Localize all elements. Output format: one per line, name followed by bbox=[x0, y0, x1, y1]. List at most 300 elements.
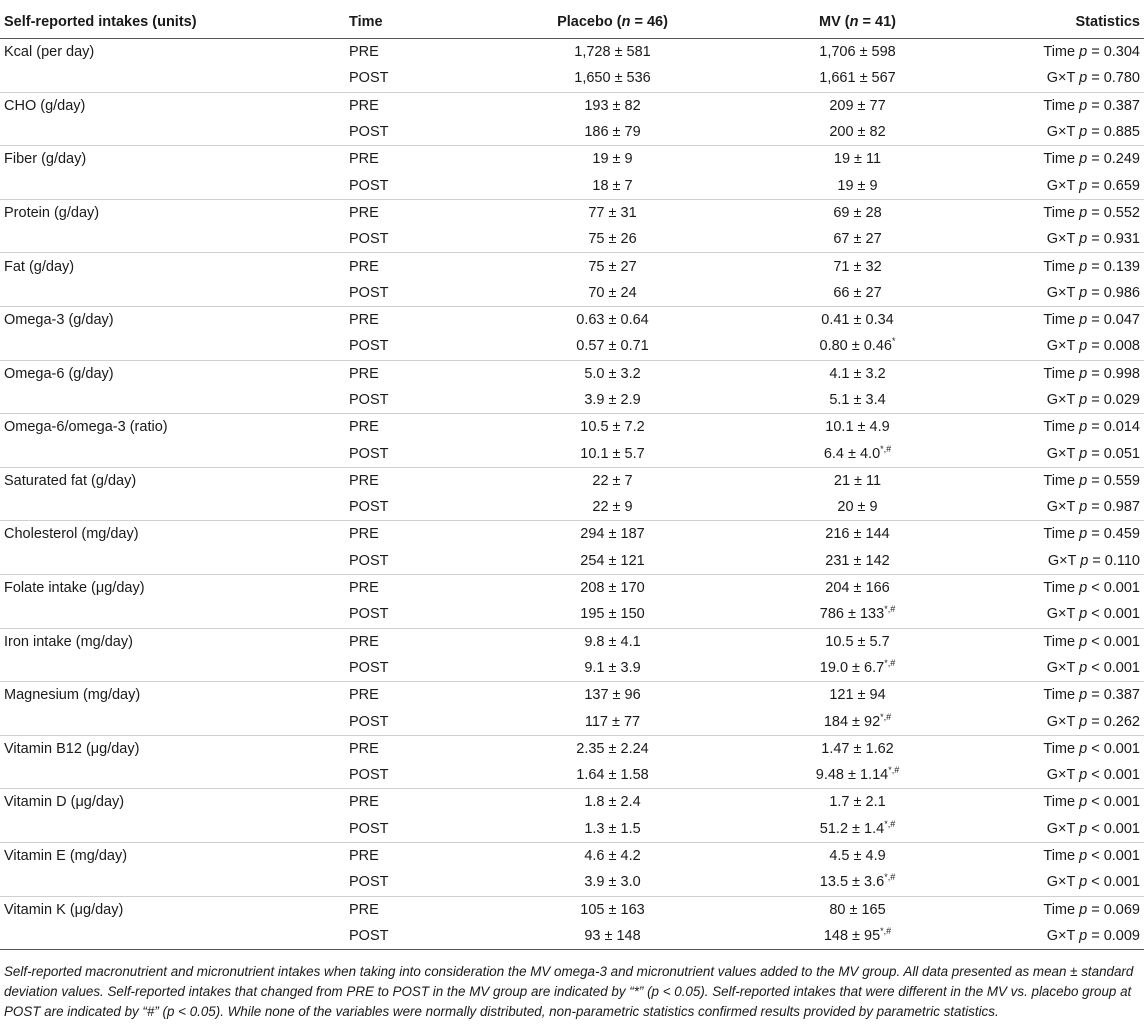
time-cell: POST bbox=[349, 820, 389, 837]
stat-p-symbol: p bbox=[1079, 204, 1088, 221]
variable-cell bbox=[0, 816, 345, 843]
table-row bbox=[0, 280, 1144, 307]
mv-significance-mark: *,# bbox=[884, 658, 896, 669]
statistics-cell bbox=[980, 387, 1144, 414]
stat-label: G×T bbox=[1046, 177, 1080, 194]
table-row bbox=[0, 387, 1144, 414]
stat-value: < 0.001 bbox=[1087, 794, 1140, 811]
variable-cell bbox=[0, 601, 345, 628]
time-cell: POST bbox=[349, 70, 389, 87]
mv-cell bbox=[735, 708, 980, 735]
placebo-cell: 1.3 ± 1.5 bbox=[584, 820, 641, 837]
time-cell: PRE bbox=[345, 253, 490, 280]
mv-value: 204 ± 166 bbox=[825, 580, 890, 597]
table-row bbox=[0, 146, 1144, 173]
table-row bbox=[0, 440, 1144, 467]
table-body bbox=[0, 39, 1144, 950]
mv-cell bbox=[735, 896, 980, 923]
time-cell: PRE bbox=[345, 306, 490, 333]
statistics-cell bbox=[980, 39, 1144, 66]
placebo-cell: 75 ± 27 bbox=[490, 253, 735, 280]
table-row bbox=[0, 655, 1144, 682]
mv-value: 148 ± 95 bbox=[823, 927, 881, 944]
stat-value: = 0.559 bbox=[1087, 472, 1140, 489]
stat-p-symbol: p bbox=[1079, 927, 1088, 944]
stat-label: G×T bbox=[1047, 552, 1081, 569]
statistics-cell bbox=[980, 601, 1144, 628]
header-statistics: Statistics bbox=[980, 6, 1144, 39]
placebo-cell: 1,650 ± 536 bbox=[574, 70, 651, 87]
stat-label: Time bbox=[1043, 580, 1080, 597]
mv-value: 216 ± 144 bbox=[825, 526, 890, 543]
placebo-cell: 10.1 ± 5.7 bbox=[580, 445, 645, 462]
stat-label: G×T bbox=[1046, 392, 1080, 408]
time-cell: PRE bbox=[345, 735, 490, 762]
stat-value: < 0.001 bbox=[1087, 580, 1140, 597]
mv-value: 1,706 ± 598 bbox=[819, 44, 896, 61]
mv-significance-mark: *,# bbox=[884, 872, 896, 883]
placebo-cell: 137 ± 96 bbox=[490, 682, 735, 709]
mv-cell bbox=[735, 869, 980, 896]
variable-cell: Vitamin K (μg/day) bbox=[0, 896, 345, 923]
stat-value: < 0.001 bbox=[1087, 633, 1140, 650]
variable-cell bbox=[0, 869, 345, 896]
time-cell: PRE bbox=[345, 92, 490, 119]
mv-value: 66 ± 27 bbox=[833, 284, 882, 301]
mv-cell bbox=[735, 92, 980, 119]
time-cell: POST bbox=[349, 177, 389, 194]
stat-label: G×T bbox=[1046, 874, 1080, 891]
stat-label: Time bbox=[1043, 258, 1080, 275]
mv-significance-mark: *,# bbox=[884, 818, 896, 829]
stat-label: G×T bbox=[1046, 767, 1080, 784]
stat-p-symbol: p bbox=[1079, 231, 1088, 248]
mv-value: 1.7 ± 2.1 bbox=[829, 794, 886, 811]
time-cell: POST bbox=[349, 499, 389, 516]
mv-cell bbox=[735, 199, 980, 226]
stat-value: < 0.001 bbox=[1087, 740, 1140, 757]
stat-p-symbol: p bbox=[1079, 659, 1088, 676]
mv-value: 231 ± 142 bbox=[825, 552, 890, 569]
mv-cell bbox=[735, 548, 980, 575]
table-row bbox=[0, 682, 1144, 709]
placebo-cell: 0.63 ± 0.64 bbox=[490, 306, 735, 333]
stat-value: = 0.069 bbox=[1087, 901, 1140, 918]
statistics-cell bbox=[980, 682, 1144, 709]
table-row bbox=[0, 333, 1144, 360]
statistics-cell bbox=[980, 172, 1144, 199]
variable-cell bbox=[0, 226, 345, 253]
stat-p-symbol: p bbox=[1079, 419, 1088, 436]
stat-label: Time bbox=[1043, 633, 1080, 650]
stat-value: = 0.986 bbox=[1087, 284, 1140, 301]
table-row bbox=[0, 923, 1144, 950]
table-row bbox=[0, 119, 1144, 146]
table-row bbox=[0, 735, 1144, 762]
statistics-cell bbox=[980, 762, 1144, 789]
statistics-cell bbox=[980, 467, 1144, 494]
time-cell: PRE bbox=[345, 467, 490, 494]
mv-value: 69 ± 28 bbox=[833, 204, 882, 221]
mv-cell bbox=[735, 440, 980, 467]
time-cell: POST bbox=[349, 659, 389, 676]
stat-label: G×T bbox=[1046, 713, 1080, 730]
stat-p-symbol: p bbox=[1079, 151, 1088, 168]
stat-label: Time bbox=[1043, 740, 1080, 757]
placebo-cell: 70 ± 24 bbox=[588, 284, 637, 301]
time-cell: POST bbox=[349, 767, 389, 784]
mv-value: 4.1 ± 3.2 bbox=[829, 365, 886, 382]
mv-value: 1,661 ± 567 bbox=[819, 70, 896, 87]
stat-p-symbol: p bbox=[1079, 392, 1088, 408]
variable-cell bbox=[0, 280, 345, 307]
stat-value: = 0.304 bbox=[1087, 44, 1140, 61]
mv-value: 21 ± 11 bbox=[833, 472, 882, 489]
time-cell: POST bbox=[349, 124, 389, 141]
stat-p-symbol: p bbox=[1079, 499, 1088, 516]
statistics-cell bbox=[980, 708, 1144, 735]
variable-cell: Fiber (g/day) bbox=[0, 146, 345, 173]
statistics-cell bbox=[980, 199, 1144, 226]
mv-cell bbox=[735, 172, 980, 199]
mv-value: 51.2 ± 1.4 bbox=[819, 820, 885, 837]
stat-value: = 0.552 bbox=[1087, 204, 1140, 221]
placebo-cell: 1.8 ± 2.4 bbox=[490, 789, 735, 816]
table-row bbox=[0, 842, 1144, 869]
mv-value: 1.47 ± 1.62 bbox=[821, 740, 894, 757]
header-variable: Self-reported intakes (units) bbox=[0, 6, 345, 39]
stat-value: = 0.998 bbox=[1087, 365, 1140, 382]
header-mv bbox=[735, 6, 980, 39]
stat-value: = 0.014 bbox=[1087, 419, 1140, 436]
mv-cell bbox=[735, 574, 980, 601]
stat-value: = 0.008 bbox=[1087, 338, 1140, 355]
stat-label: G×T bbox=[1046, 606, 1080, 623]
time-cell: POST bbox=[349, 284, 389, 301]
table-row bbox=[0, 708, 1144, 735]
mv-cell bbox=[735, 146, 980, 173]
mv-value: 80 ± 165 bbox=[829, 901, 886, 918]
mv-value: 19 ± 9 bbox=[837, 177, 878, 194]
stat-value: = 0.029 bbox=[1087, 392, 1140, 408]
time-cell: PRE bbox=[345, 199, 490, 226]
stat-p-symbol: p bbox=[1079, 284, 1088, 301]
mv-cell bbox=[735, 467, 980, 494]
stat-value: = 0.047 bbox=[1087, 312, 1140, 329]
stat-label: Time bbox=[1043, 97, 1080, 114]
time-cell: POST bbox=[349, 713, 389, 730]
stat-label: Time bbox=[1043, 526, 1080, 543]
stat-label: G×T bbox=[1046, 659, 1080, 676]
stat-label: G×T bbox=[1046, 70, 1080, 87]
mv-cell bbox=[735, 360, 980, 387]
time-cell: POST bbox=[349, 392, 389, 408]
statistics-cell bbox=[980, 628, 1144, 655]
statistics-cell bbox=[980, 896, 1144, 923]
variable-cell bbox=[0, 333, 345, 360]
table-row bbox=[0, 199, 1144, 226]
mv-value: 9.48 ± 1.14 bbox=[815, 767, 889, 784]
header-placebo bbox=[490, 6, 735, 39]
table-row bbox=[0, 306, 1144, 333]
mv-cell bbox=[735, 601, 980, 628]
mv-significance-mark: *,# bbox=[880, 711, 892, 722]
mv-value: 19.0 ± 6.7 bbox=[819, 659, 885, 676]
time-cell: PRE bbox=[345, 896, 490, 923]
placebo-cell: 105 ± 163 bbox=[490, 896, 735, 923]
variable-cell bbox=[0, 708, 345, 735]
variable-cell: Omega-6/omega-3 (ratio) bbox=[0, 414, 345, 441]
stat-p-symbol: p bbox=[1079, 848, 1088, 865]
header-mv-n: n bbox=[849, 14, 859, 30]
table-row bbox=[0, 628, 1144, 655]
mv-cell bbox=[735, 65, 980, 92]
mv-value: 184 ± 92 bbox=[823, 713, 881, 730]
stat-label: G×T bbox=[1046, 927, 1080, 944]
stat-label: G×T bbox=[1046, 284, 1080, 301]
mv-cell bbox=[735, 119, 980, 146]
variable-cell bbox=[0, 440, 345, 467]
variable-cell bbox=[0, 923, 345, 950]
mv-cell bbox=[735, 333, 980, 360]
placebo-cell: 117 ± 77 bbox=[584, 713, 641, 730]
stat-value: = 0.387 bbox=[1087, 97, 1140, 114]
time-cell: PRE bbox=[345, 628, 490, 655]
stat-value: = 0.262 bbox=[1087, 713, 1140, 730]
statistics-cell bbox=[980, 333, 1144, 360]
stat-value: = 0.659 bbox=[1087, 177, 1140, 194]
statistics-cell bbox=[980, 789, 1144, 816]
variable-cell: Omega-3 (g/day) bbox=[0, 306, 345, 333]
placebo-cell: 18 ± 7 bbox=[592, 177, 633, 194]
mv-significance-mark: *,# bbox=[884, 604, 896, 615]
placebo-cell: 193 ± 82 bbox=[490, 92, 735, 119]
stat-p-symbol: p bbox=[1079, 526, 1088, 543]
statistics-cell bbox=[980, 253, 1144, 280]
variable-cell: Saturated fat (g/day) bbox=[0, 467, 345, 494]
time-cell: POST bbox=[349, 874, 389, 891]
stat-label: G×T bbox=[1046, 338, 1080, 355]
variable-cell: Cholesterol (mg/day) bbox=[0, 521, 345, 548]
time-cell: POST bbox=[349, 338, 389, 355]
statistics-cell bbox=[980, 521, 1144, 548]
table-row bbox=[0, 414, 1144, 441]
table-row bbox=[0, 896, 1144, 923]
time-cell: POST bbox=[349, 552, 389, 569]
stat-label: G×T bbox=[1046, 820, 1080, 837]
mv-cell bbox=[735, 226, 980, 253]
table-row bbox=[0, 762, 1144, 789]
mv-cell bbox=[735, 655, 980, 682]
mv-value: 71 ± 32 bbox=[833, 258, 882, 275]
table-row bbox=[0, 601, 1144, 628]
table-row bbox=[0, 869, 1144, 896]
mv-value: 786 ± 133 bbox=[819, 606, 885, 623]
placebo-cell: 3.9 ± 3.0 bbox=[584, 874, 641, 891]
mv-cell bbox=[735, 387, 980, 414]
mv-cell bbox=[735, 923, 980, 950]
placebo-cell: 9.8 ± 4.1 bbox=[490, 628, 735, 655]
stat-value: = 0.009 bbox=[1087, 927, 1140, 944]
mv-significance-mark: *,# bbox=[880, 926, 892, 937]
mv-significance-mark: * bbox=[891, 336, 896, 347]
variable-cell: Vitamin B12 (μg/day) bbox=[0, 735, 345, 762]
placebo-cell: 75 ± 26 bbox=[588, 231, 637, 248]
table-row bbox=[0, 574, 1144, 601]
stat-label: Time bbox=[1043, 312, 1080, 329]
table-row bbox=[0, 92, 1144, 119]
variable-cell bbox=[0, 548, 345, 575]
mv-cell bbox=[735, 521, 980, 548]
time-cell: POST bbox=[349, 231, 389, 248]
mv-cell bbox=[735, 253, 980, 280]
stat-label: Time bbox=[1043, 901, 1080, 918]
variable-cell bbox=[0, 387, 345, 414]
stat-p-symbol: p bbox=[1079, 258, 1088, 275]
mv-cell bbox=[735, 816, 980, 843]
mv-value: 0.41 ± 0.34 bbox=[821, 312, 894, 329]
mv-value: 0.80 ± 0.46 bbox=[819, 338, 892, 355]
placebo-cell: 10.5 ± 7.2 bbox=[490, 414, 735, 441]
stat-value: = 0.885 bbox=[1087, 124, 1140, 141]
mv-value: 67 ± 27 bbox=[833, 231, 882, 248]
statistics-cell bbox=[980, 306, 1144, 333]
mv-value: 200 ± 82 bbox=[829, 124, 886, 141]
mv-significance-mark: *,# bbox=[888, 765, 900, 776]
statistics-cell bbox=[980, 414, 1144, 441]
stat-value: < 0.001 bbox=[1087, 606, 1140, 623]
stat-value: = 0.987 bbox=[1087, 499, 1140, 516]
time-cell: PRE bbox=[345, 414, 490, 441]
stat-value: < 0.001 bbox=[1087, 767, 1140, 784]
variable-cell: Vitamin D (μg/day) bbox=[0, 789, 345, 816]
placebo-cell: 19 ± 9 bbox=[490, 146, 735, 173]
table-row bbox=[0, 39, 1144, 66]
table-row bbox=[0, 548, 1144, 575]
stat-label: G×T bbox=[1046, 499, 1080, 516]
stat-label: Time bbox=[1043, 848, 1080, 865]
variable-cell bbox=[0, 762, 345, 789]
stat-p-symbol: p bbox=[1079, 472, 1088, 489]
time-cell: PRE bbox=[345, 521, 490, 548]
table-row bbox=[0, 494, 1144, 521]
stat-p-symbol: p bbox=[1079, 794, 1088, 811]
variable-cell bbox=[0, 119, 345, 146]
header-mv-suffix: = 41) bbox=[858, 14, 896, 30]
placebo-cell: 294 ± 187 bbox=[490, 521, 735, 548]
stat-label: Time bbox=[1043, 44, 1080, 61]
variable-cell bbox=[0, 655, 345, 682]
statistics-cell bbox=[980, 92, 1144, 119]
mv-cell bbox=[735, 735, 980, 762]
stat-label: G×T bbox=[1046, 445, 1080, 462]
variable-cell bbox=[0, 172, 345, 199]
stat-value: < 0.001 bbox=[1087, 820, 1140, 837]
stat-value: = 0.459 bbox=[1087, 526, 1140, 543]
stat-p-symbol: p bbox=[1079, 97, 1088, 114]
mv-cell bbox=[735, 494, 980, 521]
placebo-cell: 2.35 ± 2.24 bbox=[490, 735, 735, 762]
table-row bbox=[0, 172, 1144, 199]
statistics-cell bbox=[980, 655, 1144, 682]
statistics-cell bbox=[980, 226, 1144, 253]
placebo-cell: 0.57 ± 0.71 bbox=[576, 338, 649, 355]
variable-cell: Folate intake (μg/day) bbox=[0, 574, 345, 601]
variable-cell: Iron intake (mg/day) bbox=[0, 628, 345, 655]
time-cell: PRE bbox=[345, 682, 490, 709]
stat-value: = 0.931 bbox=[1087, 231, 1140, 248]
placebo-cell: 77 ± 31 bbox=[490, 199, 735, 226]
mv-value: 121 ± 94 bbox=[829, 687, 886, 704]
header-mv-prefix: MV ( bbox=[819, 14, 850, 30]
stat-p-symbol: p bbox=[1079, 177, 1088, 194]
statistics-cell bbox=[980, 440, 1144, 467]
variable-cell: Magnesium (mg/day) bbox=[0, 682, 345, 709]
header-placebo-prefix: Placebo ( bbox=[557, 14, 622, 30]
placebo-cell: 254 ± 121 bbox=[580, 552, 645, 569]
mv-value: 4.5 ± 4.9 bbox=[829, 848, 886, 865]
placebo-cell: 186 ± 79 bbox=[584, 124, 641, 141]
variable-cell: Protein (g/day) bbox=[0, 199, 345, 226]
stat-p-symbol: p bbox=[1079, 445, 1088, 462]
stat-p-symbol: p bbox=[1079, 124, 1088, 141]
stat-label: Time bbox=[1043, 204, 1080, 221]
statistics-cell bbox=[980, 842, 1144, 869]
mv-cell bbox=[735, 628, 980, 655]
table-caption: Self-reported macronutrient and micronutrient intakes when taking into consideration the MV omega-3 and micronutrient values added to the MV group. All data presented as mean ± standard deviation values. Self-reported intakes that changed from PRE to POST in the MV group are indicated by “*” (p < 0.05). Self-reported intakes that were different in the MV vs. placebo group at POST are indicated by “#” (p < 0.05). While none of the variables were normally distributed, non-parametric statistics confirmed results provided by parametric statistics. bbox=[4, 964, 1134, 1019]
time-cell: PRE bbox=[349, 44, 379, 61]
mv-significance-mark: *,# bbox=[880, 443, 892, 454]
mv-value: 6.4 ± 4.0 bbox=[823, 445, 881, 462]
variable-cell bbox=[0, 494, 345, 521]
stat-p-symbol: p bbox=[1079, 713, 1088, 730]
mv-value: 10.1 ± 4.9 bbox=[825, 419, 890, 436]
placebo-cell: 3.9 ± 2.9 bbox=[584, 392, 641, 408]
placebo-cell: 195 ± 150 bbox=[580, 606, 645, 623]
time-cell: POST bbox=[349, 445, 389, 462]
placebo-cell: 208 ± 170 bbox=[490, 574, 735, 601]
variable-cell: Fat (g/day) bbox=[0, 253, 345, 280]
stat-label: G×T bbox=[1046, 124, 1080, 141]
mv-cell bbox=[735, 280, 980, 307]
stat-value: = 0.110 bbox=[1088, 552, 1140, 569]
mv-cell bbox=[735, 39, 980, 66]
time-cell: POST bbox=[345, 923, 490, 950]
stat-value: = 0.139 bbox=[1087, 258, 1140, 275]
stat-p-symbol: p bbox=[1079, 633, 1088, 650]
stat-value: < 0.001 bbox=[1087, 848, 1140, 865]
stat-p-symbol: p bbox=[1079, 820, 1088, 837]
variable-cell: Omega-6 (g/day) bbox=[0, 360, 345, 387]
header-placebo-n: n bbox=[621, 14, 631, 30]
mv-cell bbox=[735, 789, 980, 816]
stat-p-symbol: p bbox=[1079, 70, 1088, 87]
stat-value: < 0.001 bbox=[1087, 874, 1140, 891]
stat-p-symbol: p bbox=[1079, 740, 1088, 757]
table-row bbox=[0, 65, 1144, 92]
statistics-cell bbox=[980, 816, 1144, 843]
time-cell: PRE bbox=[345, 842, 490, 869]
placebo-cell: 1,728 ± 581 bbox=[574, 44, 651, 61]
statistics-cell bbox=[980, 548, 1144, 575]
stat-label: Time bbox=[1043, 794, 1080, 811]
statistics-cell bbox=[980, 735, 1144, 762]
placebo-cell: 9.1 ± 3.9 bbox=[584, 659, 641, 676]
stat-p-symbol: p bbox=[1079, 338, 1088, 355]
mv-cell bbox=[735, 762, 980, 789]
stat-value: = 0.249 bbox=[1087, 151, 1140, 168]
stat-value: = 0.051 bbox=[1087, 445, 1140, 462]
